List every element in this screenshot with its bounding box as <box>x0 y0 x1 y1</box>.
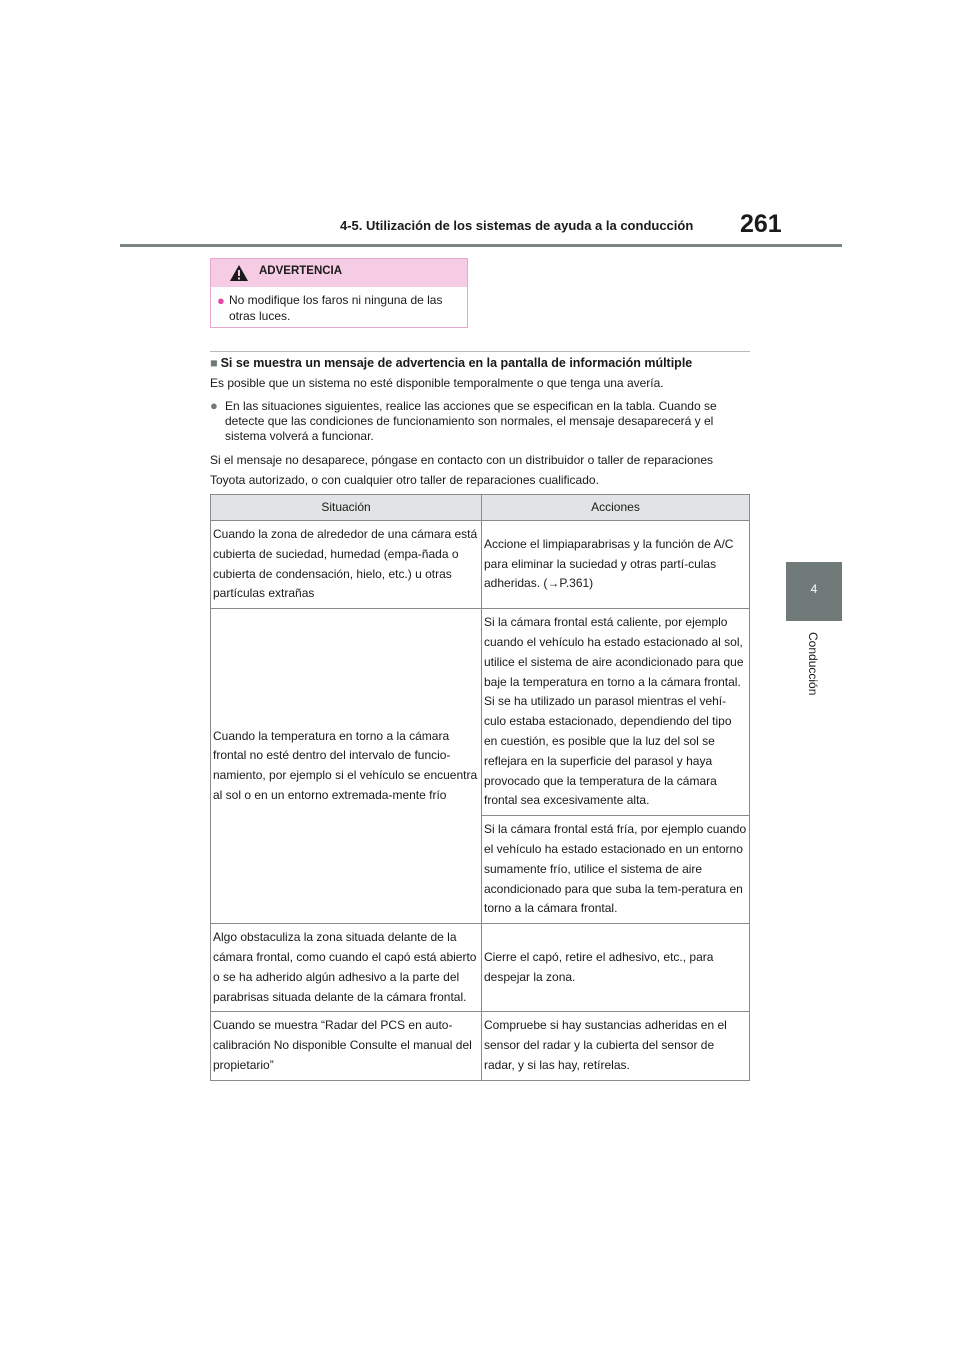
situation-cell: Cuando la temperatura en torno a la cámara frontal no esté dentro del intervalo de funcio-namiento, por ejemplo si el vehículo se encuentra al sol o en un entorno extremada-mente frío <box>211 609 482 924</box>
action-cell: Si la cámara frontal está fría, por ejemplo cuando el vehículo ha estado estacionado en un entorno sumamente frío, utilice el sistema de aire acondicionado para que suba la tem-peratura en torno a la cámara frontal. <box>482 816 750 924</box>
action-text: Si la cámara frontal está caliente, por ejemplo cuando el vehículo ha estado estacionado al sol, utilice el sistema de aire acondicionado para que baje la temperatura en torno a la cámara frontal. <box>484 615 744 689</box>
square-bullet-icon: ■ <box>210 356 218 370</box>
chapter-title: 4-5. Utilización de los sistemas de ayuda a la conducción <box>340 218 694 233</box>
action-cell: Accione el limpiaparabrisas y la función de A/C para eliminar la suciedad y otras partí-culas adheridas. (→P.361) <box>482 521 750 609</box>
column-header-actions: Acciones <box>482 495 750 521</box>
bullet-icon: ● <box>210 398 218 413</box>
situation-cell: Cuando se muestra “Radar del PCS en auto-calibración No disponible Consulte el manual del propietario” <box>211 1012 482 1080</box>
warning-triangle-icon <box>229 264 249 282</box>
action-cell <box>482 609 750 816</box>
chapter-tab-label: Conducción <box>806 632 820 696</box>
warning-text: No modifique los faros ni ninguna de las otras luces. <box>229 293 443 323</box>
column-header-situation: Situación <box>211 495 482 521</box>
situation-cell: Algo obstaculiza la zona situada delante de la cámara frontal, como cuando el capó está abierto o se ha adherido algún adhesivo a la parte del parabrisas situada delante de la cámara frontal. <box>211 924 482 1012</box>
intro-paragraph: Es posible que un sistema no esté disponible temporalmente o que tenga una avería. <box>210 376 664 390</box>
table-row <box>211 924 750 1012</box>
page-number: 261 <box>740 210 782 238</box>
situations-table <box>210 494 750 1081</box>
chapter-tab-label-wrap <box>806 632 820 712</box>
action-cell: Compruebe si hay sustancias adheridas en el sensor del radar y la cubierta del sensor de radar, y si las hay, retírelas. <box>482 1012 750 1080</box>
table-header-row <box>211 495 750 521</box>
section-heading <box>210 356 750 370</box>
table-row <box>211 1012 750 1080</box>
action-text: Si se ha utilizado un parasol mientras el vehí-culo estaba estacionado, dependiendo del tipo en cuestión, es posible que la luz del sol se reflejara en la superficie del parasol y haya provocado que la temperatura de la cámara frontal sea excesivamente alta. <box>484 694 732 808</box>
bullet-icon: ● <box>217 293 225 308</box>
bullet-paragraph: En las situaciones siguientes, realice las acciones que se especifican en la tabla. Cuando se detecte que las condiciones de funcionamiento son normales, el mensaje desaparecerá y el sistema volverá a funcionar. <box>225 399 717 443</box>
action-cell: Cierre el capó, retire el adhesivo, etc., para despejar la zona. <box>482 924 750 1012</box>
section-divider <box>210 351 750 352</box>
warning-box <box>210 258 468 328</box>
warning-header <box>211 259 467 287</box>
warning-title: ADVERTENCIA <box>259 265 343 277</box>
situation-cell: Cuando la zona de alrededor de una cámara está cubierta de suciedad, humedad (empa-ñada o cubierta de condensación, hielo, etc.) u otras partículas extrañas <box>211 521 482 609</box>
chapter-tab-number: 4 <box>810 582 818 596</box>
header-divider <box>120 244 842 247</box>
note-paragraph: Si el mensaje no desaparece, póngase en contacto con un distribuidor o taller de reparaciones Toyota autorizado, o con cualquier otro taller de reparaciones cualificado. <box>210 453 713 487</box>
table-row <box>211 609 750 816</box>
table-row <box>211 521 750 609</box>
section-heading-text: Si se muestra un mensaje de advertencia en la pantalla de información múltiple <box>220 356 693 370</box>
